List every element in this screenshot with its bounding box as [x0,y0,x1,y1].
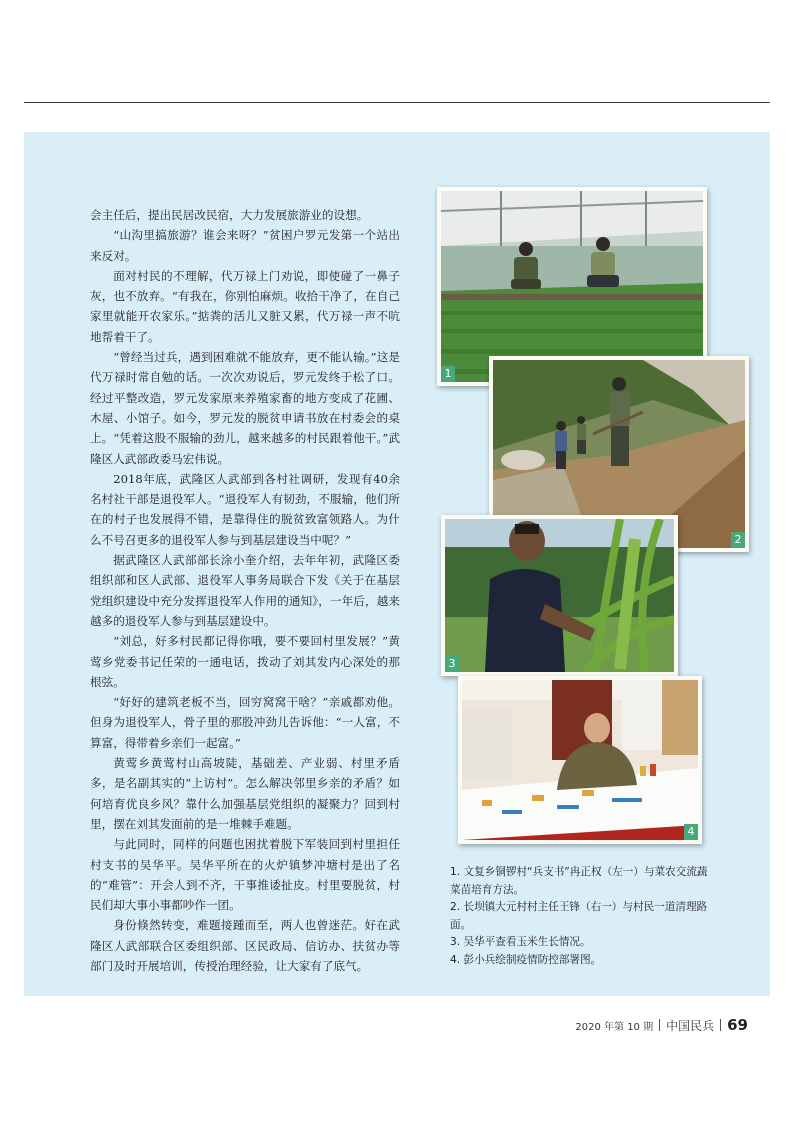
page-footer [575,1016,748,1034]
article-paragraph: 2018年底，武隆区人武部到各村社调研，发现有40余名村社干部是退役军人。“退役军人有韧劲，不服输，他们所在的村子也发展得不错，是靠得住的脱贫致富领路人。为什么不号召更多的退役军人参与到基层建设当中呢？” [90,471,400,547]
caption-3: 3. 吴华平查看玉米生长情况。 [450,936,591,948]
article-paragraph: 据武隆区人武部部长涂小奎介绍，去年年初，武隆区委组织部和区人武部、退役军人事务局联合下发《关于在基层党组织建设中充分发挥退役军人作用的通知》，一年后，越来越多的退役军人参与到基层建设中。 [90,553,400,628]
caption-4: 4. 彭小兵绘制疫情防控部署图。 [450,953,602,966]
photo-number: 4 [684,824,698,840]
article-paragraph: “山沟里搞旅游？谁会来呀？”贫困户罗元发第一个站出来反对。 [90,228,400,263]
footer-divider [720,1019,721,1031]
greenhouse-image [441,191,703,382]
corn-field-image [445,519,674,672]
article-paragraph: 与此同时，同样的问题也困扰着脱下军装回到村里担任村支书的吴华平。吴华平所在的火炉镇梦冲塘村是出了名的“难管”：开会人到不齐，干事推诿扯皮。村里要脱贫，村民们却大事小事都吵作一团。 [90,837,400,913]
article-body [90,205,400,976]
footer-divider [659,1019,660,1031]
issue-label: 2020 年第 10 期 [575,1021,654,1033]
photo-number: 3 [445,656,459,672]
drawing-map-image [462,680,698,840]
article-paragraph: “刘总，好多村民都记得你哦，要不要回村里发展？”黄莺乡党委书记任荣的一通电话，拨动了刘其发内心深处的那根弦。 [90,634,400,689]
photo-captions [450,864,718,969]
photo-drawing-map [458,676,702,844]
caption-1: 1. 文复乡铜锣村“兵支书”冉正权（左一）与菜农交流蔬菜苗培育方法。 [450,866,708,896]
article-paragraph: 会主任后，提出民居改民宿，大力发展旅游业的设想。 [90,208,369,222]
header-rule [24,102,770,103]
article-paragraph: “曾经当过兵，遇到困难就不能放弃，更不能认输。”这是代万禄时常自勉的话。一次次劝说后，罗元发终于松了口。经过平整改造，罗元发家原来养殖家畜的地方变成了花圃、木屋、小馆子。如今，罗元发的脱贫申请书放在村委会的桌上。“凭着这股不服输的劲儿，越来越多的村民跟着他干。”武隆区人武部政委马宏伟说。 [90,350,400,466]
magazine-name: 中国民兵 [666,1018,715,1033]
caption-2: 2. 长坝镇大元村村主任王锋（右一）与村民一道清理路面。 [450,901,708,931]
photo-number: 2 [731,532,745,548]
page-number: 69 [727,1016,748,1034]
article-paragraph: 身份倏然转变，难题接踵而至，两人也曾迷茫。好在武隆区人武部联合区委组织部、区民政局、信访办、扶贫办等部门及时开展培训，传授治理经验，让大家有了底气。 [90,918,400,973]
article-paragraph: 面对村民的不理解，代万禄上门劝说，即使碰了一鼻子灰，也不放弃。“有我在，你别怕麻烦。收拾干净了，在自己家里就能开农家乐。”掂粪的活儿又脏又累，代万禄一声不吭地帮着干了。 [90,268,400,344]
article-paragraph: “好好的建筑老板不当，回穷窝窝干啥？”亲戚都劝他。但身为退役军人，骨子里的那股冲劲儿告诉他：“一人富，不算富，得带着乡亲们一起富。” [90,695,400,750]
worker-1 [555,421,567,469]
article-paragraph: 黄莺乡黄莺村山高坡陡，基础差、产业弱、村里矛盾多，是名副其实的“上访村”。怎么解决邻里乡亲的矛盾？如何培育优良乡风？靠什么加强基层党组织的凝聚力？回到村里，摆在刘其发面前的是一堆棘手难题。 [90,756,400,831]
photo-corn-field [441,515,678,676]
photo-number: 1 [441,366,455,382]
